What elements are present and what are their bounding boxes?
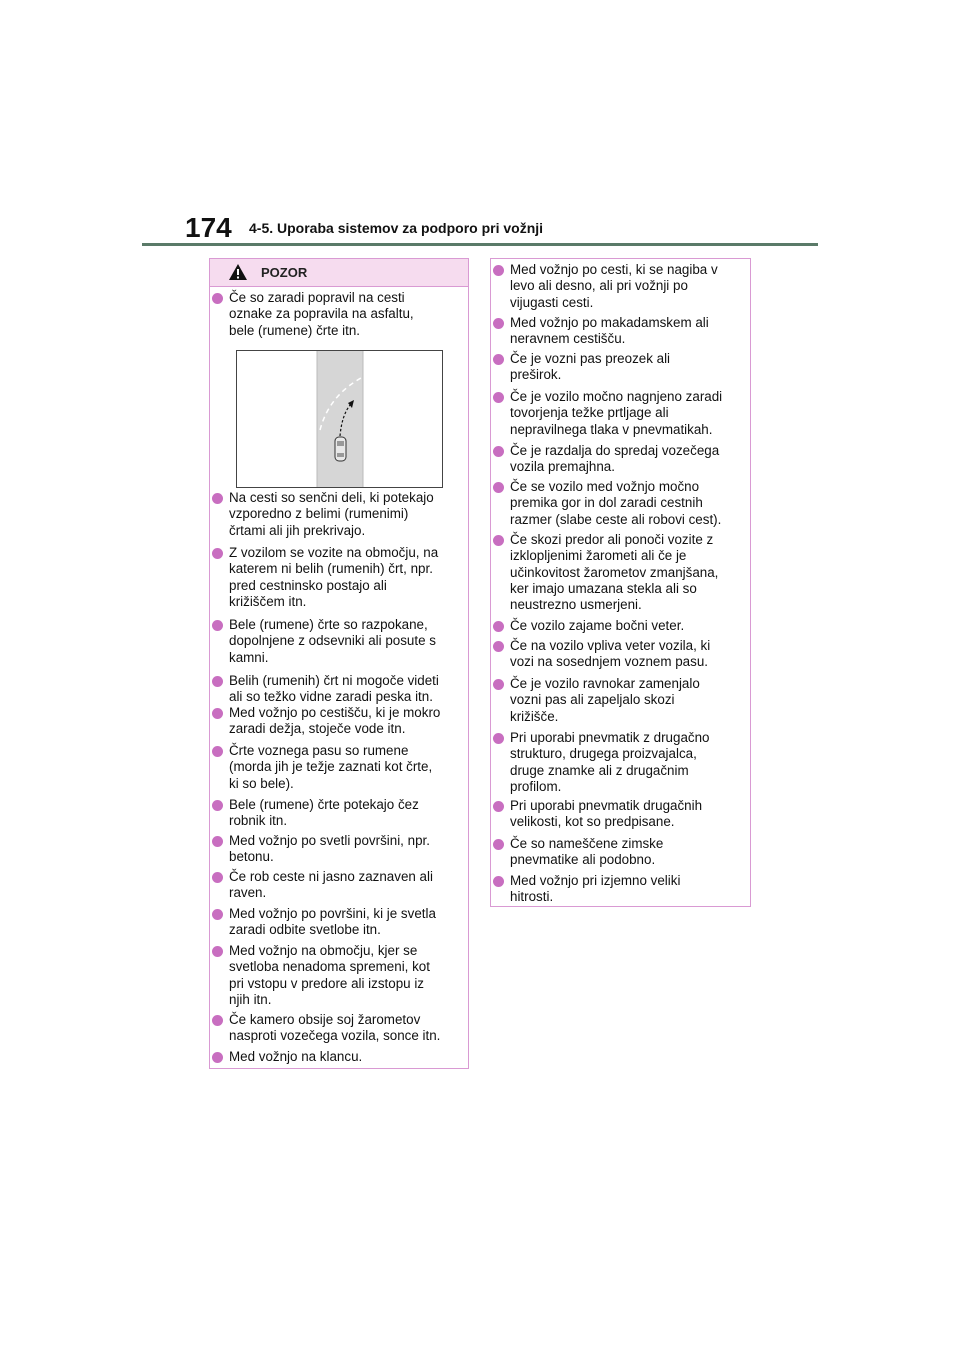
bullet-icon (212, 676, 223, 687)
list-item-text: Če je vozni pas preozek ali preširok. (510, 351, 671, 383)
bullet-icon (493, 392, 504, 403)
list-item (212, 545, 466, 610)
list-item (493, 389, 748, 438)
bullet-icon (212, 708, 223, 719)
list-item-text: Če vozilo zajame bočni veter. (510, 618, 685, 633)
bullet-icon (212, 620, 223, 631)
list-item (493, 479, 748, 528)
list-item (212, 943, 466, 1008)
list-item-text: Med vožnjo na območju, kjer se svetloba nenadoma spremeni, kot pri vstopu v predore ali izstopu iz njih itn. (229, 943, 430, 1007)
bullet-icon (493, 265, 504, 276)
page-number: 174 (185, 212, 232, 243)
bullet-icon (493, 354, 504, 365)
bullet-icon (212, 746, 223, 757)
bullet-icon (212, 946, 223, 957)
list-item-text: Če je vozilo močno nagnjeno zaradi tovorjenja težke prtljage ali nepravilnega tlaka v pnevmatikah. (510, 389, 723, 437)
bullet-icon (493, 621, 504, 632)
list-item-text: Med vožnjo po cesti, ki se nagiba v levo ali desno, ali pri vožnji po vijugasti cesti. (510, 262, 718, 310)
list-item (493, 836, 748, 869)
list-item (493, 638, 748, 671)
list-item-text: Med vožnjo po svetli površini, npr. betonu. (229, 833, 430, 865)
bullet-icon (212, 909, 223, 920)
bullet-icon (212, 293, 223, 304)
bullet-icon (493, 679, 504, 690)
list-item (493, 873, 748, 906)
bullet-icon (493, 318, 504, 329)
list-item (493, 443, 748, 476)
section-title: 4-5. Uporaba sistemov za podporo pri vožnji (249, 220, 544, 236)
bullet-icon (212, 836, 223, 847)
list-item-text: Bele (rumene) črte so razpokane, dopolnjene z odsevniki ali posute s kamni. (229, 617, 436, 665)
list-item-text: Če skozi predor ali ponoči vozite z izklopljenimi žarometi ali če je učinkovitost žarometov zmanjšana, ker imajo umazana stekla ali so neustrezno usmerjeni. (510, 532, 719, 613)
bullet-icon (212, 493, 223, 504)
lane-change-illustration (236, 350, 443, 488)
list-item (212, 1049, 466, 1065)
list-item (212, 290, 466, 339)
list-item (212, 797, 466, 830)
list-item (212, 833, 466, 866)
list-item-text: Če se vozilo med vožnjo močno premika gor in dol zaradi cestnih razmer (slabe ceste ali robovi cest). (510, 479, 722, 527)
bullet-icon (493, 801, 504, 812)
bullet-icon (493, 535, 504, 546)
bullet-icon (493, 482, 504, 493)
bullet-icon (212, 548, 223, 559)
list-item-text: Med vožnjo po površini, ki je svetla zaradi odbite svetlobe itn. (229, 906, 436, 938)
list-item-text: Črte voznega pasu so rumene (morda jih je težje zaznati kot črte, ki so bele). (229, 743, 433, 791)
bullet-icon (493, 876, 504, 887)
list-item (212, 1012, 466, 1045)
warning-title: POZOR (261, 265, 308, 280)
bullet-icon (212, 1052, 223, 1063)
list-item (493, 730, 748, 795)
list-item (212, 490, 466, 539)
list-item-text: Med vožnjo po makadamskem ali neravnem cestišču. (510, 315, 709, 347)
list-item-text: Med vožnjo po cestišču, ki je mokro zaradi dežja, stoječe vode itn. (229, 705, 441, 737)
list-item (493, 798, 748, 831)
list-item (493, 262, 748, 311)
list-item-text: Če na vozilo vpliva veter vozila, ki vozi na sosednjem voznem pasu. (510, 638, 711, 670)
bullet-icon (493, 733, 504, 744)
list-item (212, 743, 466, 792)
list-item (493, 676, 748, 725)
header-rule (142, 243, 818, 246)
list-item-text: Bele (rumene) črte potekajo čez robnik itn. (229, 797, 419, 829)
bullet-icon (212, 800, 223, 811)
list-item-text: Pri uporabi pnevmatik z drugačno strukturo, drugega proizvajalca, druge znamke ali z drugačnim profilom. (510, 730, 710, 794)
list-item-text: Če so nameščene zimske pnevmatike ali podobno. (510, 836, 664, 868)
list-item-text: Med vožnjo na klancu. (229, 1049, 363, 1064)
list-item (212, 705, 466, 738)
list-item-text: Pri uporabi pnevmatik drugačnih velikosti, kot so predpisane. (510, 798, 703, 830)
warning-header (210, 259, 468, 287)
bullet-icon (493, 839, 504, 850)
bullet-icon (493, 641, 504, 652)
list-item-text: Med vožnjo pri izjemno veliki hitrosti. (510, 873, 681, 905)
list-item (493, 315, 748, 348)
list-item (212, 673, 466, 706)
list-item (493, 618, 748, 634)
bullet-icon (493, 446, 504, 457)
list-item (493, 351, 748, 384)
list-item-text: Če so zaradi popravil na cesti oznake za popravila na asfaltu, bele (rumene) črte itn. (229, 290, 414, 338)
list-item (212, 906, 466, 939)
list-item-text: Z vozilom se vozite na območju, na katerem ni belih (rumenih) črt, npr. pred cestninsko postajo ali križiščem itn. (229, 545, 439, 609)
warning-triangle-icon (228, 263, 248, 281)
list-item (212, 617, 466, 666)
bullet-icon (212, 872, 223, 883)
list-item-text: Če rob ceste ni jasno zaznaven ali raven. (229, 869, 433, 901)
list-item-text: Če je razdalja do spredaj vozečega vozila premajhna. (510, 443, 720, 475)
list-item-text: Na cesti so senčni deli, ki potekajo vzporedno z belimi (rumenimi) črtami ali jih prekrivajo. (229, 490, 434, 538)
list-item-text: Če je vozilo ravnokar zamenjalo vozni pas ali zapeljalo skozi križišče. (510, 676, 700, 724)
list-item-text: Belih (rumenih) črt ni mogoče videti ali so težko vidne zaradi peska itn. (229, 673, 439, 705)
list-item (212, 869, 466, 902)
list-item-text: Če kamero obsije soj žarometov nasproti vozečega vozila, sonce itn. (229, 1012, 441, 1044)
list-item (493, 532, 748, 613)
bullet-icon (212, 1015, 223, 1026)
